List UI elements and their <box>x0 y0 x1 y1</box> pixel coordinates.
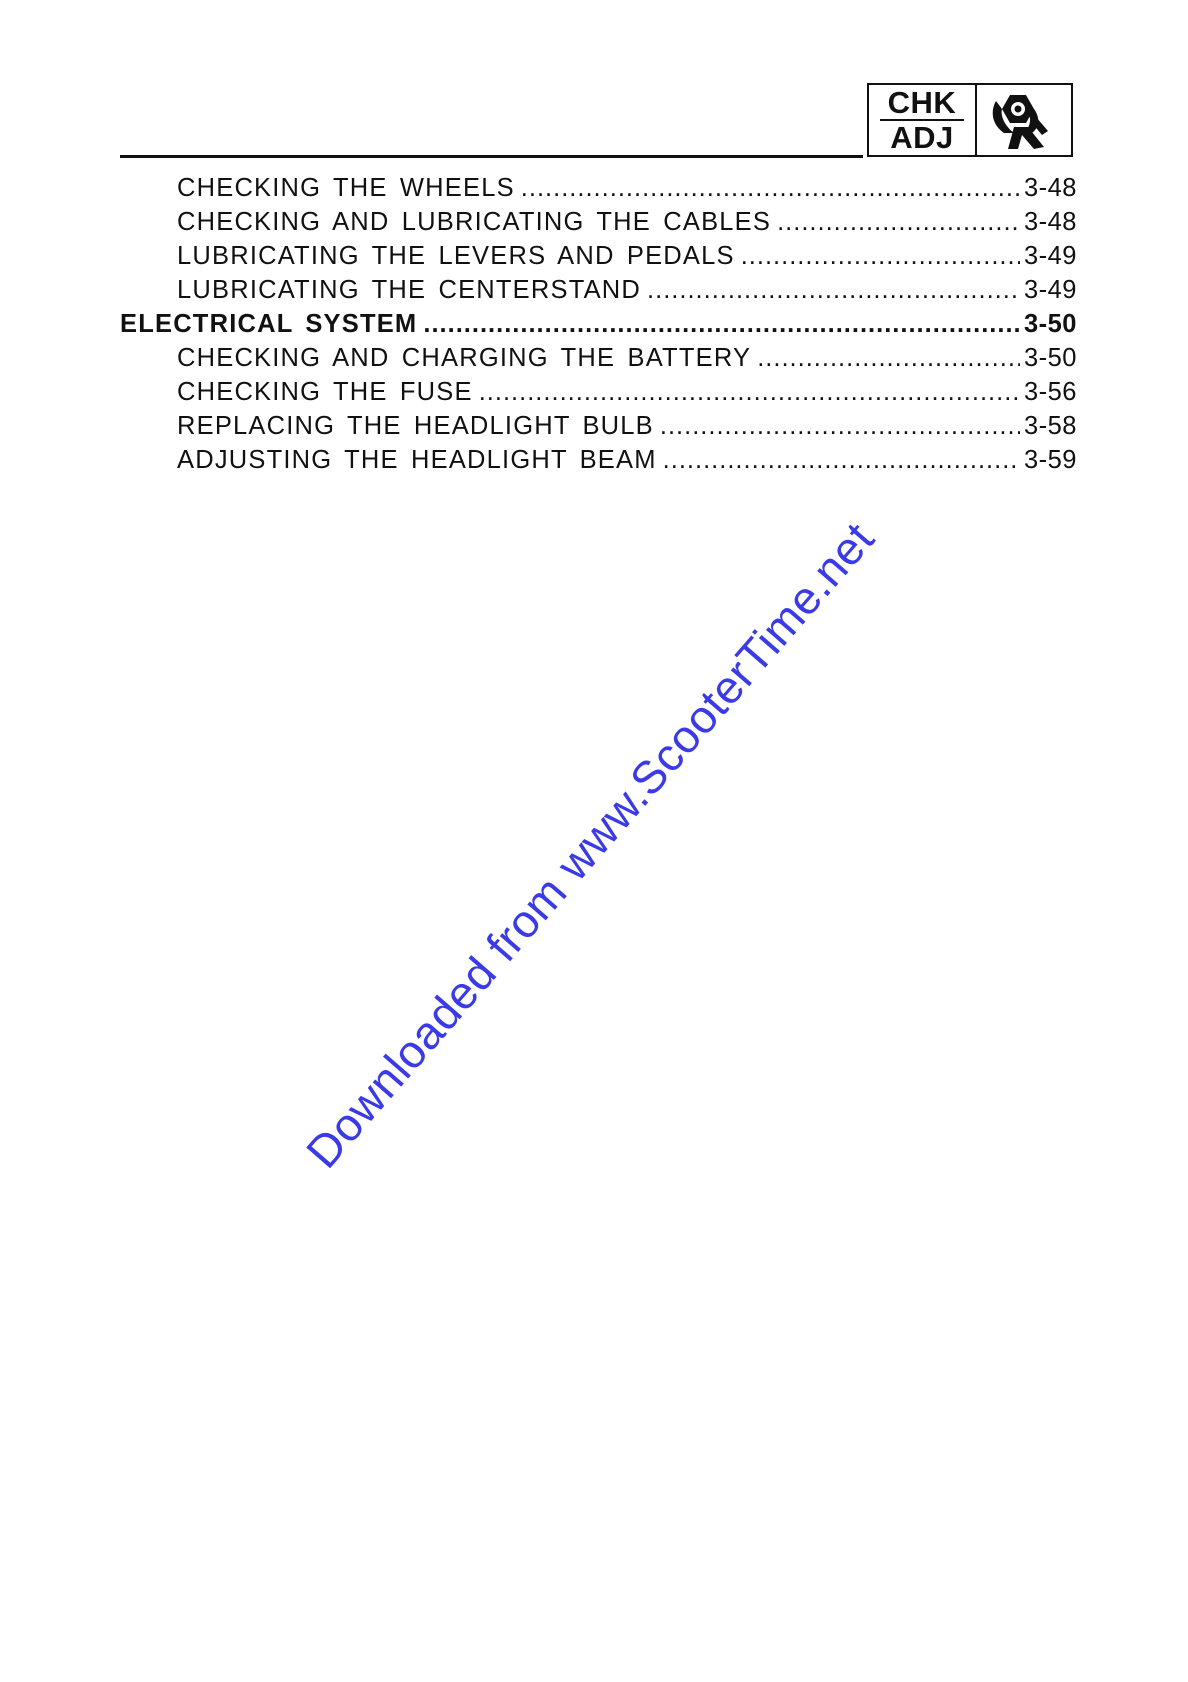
toc-entry-title: LUBRICATING THE LEVERS AND PEDALS <box>177 242 735 270</box>
toc-entry[interactable] <box>120 171 1077 203</box>
toc-entry-title: LUBRICATING THE CENTERSTAND <box>177 276 642 304</box>
toc-entry-title: REPLACING THE HEADLIGHT BULB <box>177 412 654 440</box>
toc-entry-page: 3-48 <box>1023 174 1077 202</box>
toc-entry[interactable] <box>120 443 1077 475</box>
chk-adj-badge <box>867 83 1073 157</box>
dot-leader <box>757 344 1020 373</box>
dot-leader <box>423 310 1020 339</box>
dot-leader <box>741 242 1020 271</box>
badge-label <box>869 85 977 155</box>
toc-section-title: ELECTRICAL SYSTEM <box>120 310 418 338</box>
toc-entry[interactable] <box>120 273 1077 305</box>
watermark: Downloaded from www.ScooterTime.net <box>295 512 885 1178</box>
wrench-nut-icon <box>977 85 1071 155</box>
toc-entry-title: CHECKING THE FUSE <box>177 378 473 406</box>
toc-entry-title: ADJUSTING THE HEADLIGHT BEAM <box>177 446 657 474</box>
toc-entry-page: 3-48 <box>1023 208 1077 236</box>
dot-leader <box>521 174 1020 203</box>
header-rule <box>120 155 863 158</box>
toc-entry-page: 3-56 <box>1023 378 1077 406</box>
toc-entry-page: 3-49 <box>1023 242 1077 270</box>
toc-entry-title: CHECKING THE WHEELS <box>177 174 515 202</box>
toc-entry-page: 3-59 <box>1023 446 1077 474</box>
toc-entry[interactable] <box>120 341 1077 373</box>
toc-section-page: 3-50 <box>1023 310 1077 338</box>
toc-entry[interactable] <box>120 205 1077 237</box>
toc-section-entry[interactable] <box>120 307 1077 339</box>
badge-line-adj: ADJ <box>890 120 954 155</box>
badge-line-chk: CHK <box>880 86 964 121</box>
toc-entry[interactable] <box>120 375 1077 407</box>
toc-entry[interactable] <box>120 409 1077 441</box>
toc-entry[interactable] <box>120 239 1077 271</box>
toc-entry-title: CHECKING AND CHARGING THE BATTERY <box>177 344 752 372</box>
toc-entry-page: 3-50 <box>1023 344 1077 372</box>
toc-entry-title: CHECKING AND LUBRICATING THE CABLES <box>177 208 772 236</box>
dot-leader <box>660 412 1020 441</box>
dot-leader <box>663 446 1020 475</box>
toc-entry-page: 3-58 <box>1023 412 1077 440</box>
dot-leader <box>647 276 1020 305</box>
toc-entry-page: 3-49 <box>1023 276 1077 304</box>
dot-leader <box>479 378 1020 407</box>
dot-leader <box>777 208 1020 237</box>
